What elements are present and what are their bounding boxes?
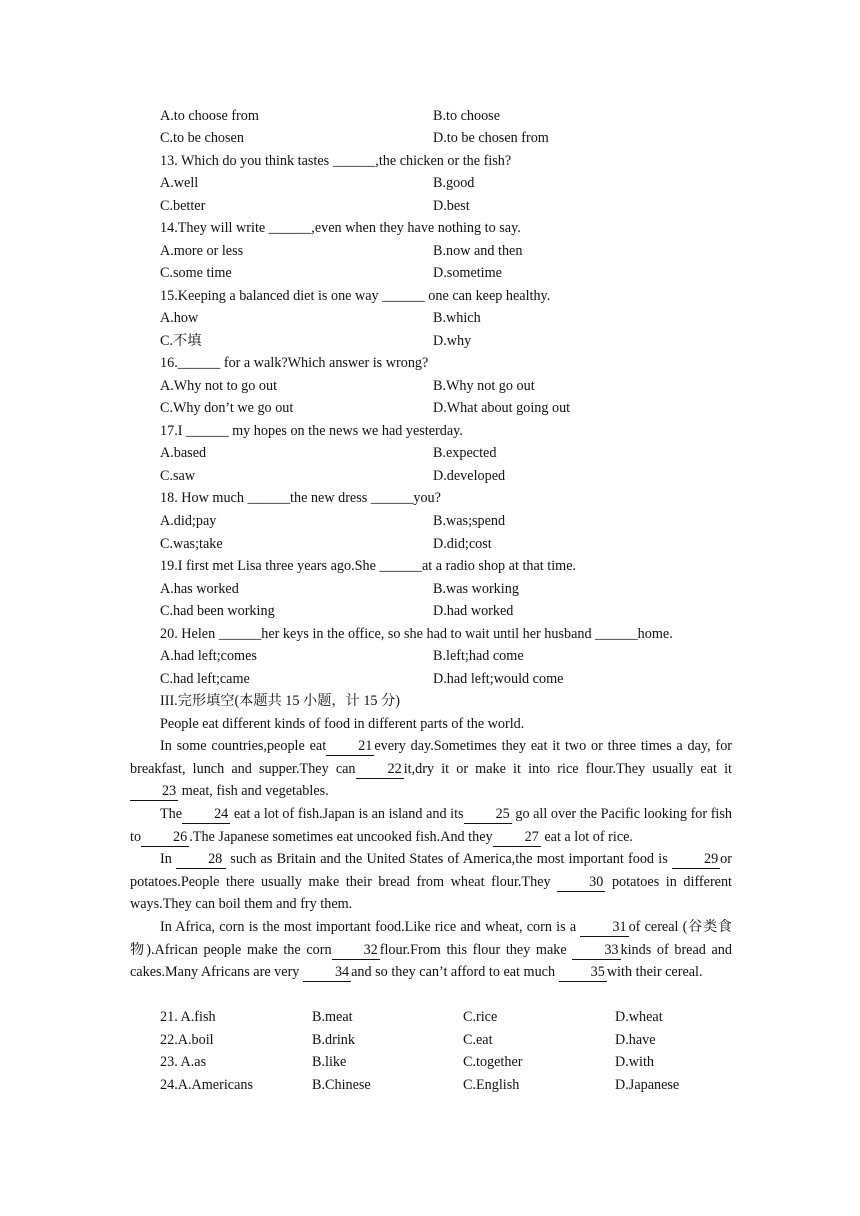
options-row	[0, 601, 860, 621]
cloze-option-c: C.eat	[463, 1032, 493, 1048]
blank-22: 22	[356, 761, 404, 779]
blank-21: 21	[326, 738, 374, 756]
blank-31: 31	[580, 919, 628, 937]
option-c: C.saw	[160, 468, 196, 484]
cloze-option-b: B.meat	[312, 1009, 353, 1025]
cloze-options-row	[0, 1052, 860, 1072]
blank-33: 33	[572, 942, 620, 960]
option-c: C.was;take	[160, 536, 223, 552]
option-d: D.best	[433, 198, 470, 214]
cloze-options-row	[0, 1007, 860, 1027]
question-stem: 19.I first met Lisa three years ago.She ______at a radio shop at that time.	[160, 558, 577, 574]
blank-27: 27	[493, 829, 541, 847]
option-d: D.why	[433, 333, 472, 349]
option-b: B.which	[433, 310, 481, 326]
cloze-option-b: B.like	[312, 1054, 347, 1070]
blank-26: 26	[141, 829, 189, 847]
option-b: B.Why not go out	[433, 378, 535, 394]
blank-34: 34	[303, 964, 351, 982]
cloze-option-a: 21. A.fish	[160, 1009, 216, 1025]
options-row	[0, 196, 860, 216]
option-c: C.better	[160, 198, 206, 214]
options-row	[0, 534, 860, 554]
options-row	[0, 263, 860, 283]
question-stem: 13. Which do you think tastes ______,the chicken or the fish?	[160, 153, 512, 169]
blank-30: 30	[557, 874, 605, 892]
options-row	[0, 669, 860, 689]
options-row	[0, 579, 860, 599]
option-b: B.was;spend	[433, 513, 506, 529]
blank-23: 23	[130, 783, 178, 801]
option-a: A.has worked	[160, 581, 239, 597]
blank-32: 32	[332, 942, 380, 960]
q12-option-b: B.to choose	[433, 108, 500, 124]
option-a: A.had left;comes	[160, 648, 257, 664]
option-a: A.well	[160, 175, 199, 191]
option-c: C.不填	[160, 333, 202, 349]
option-c: C.had been working	[160, 603, 275, 619]
options-row	[0, 511, 860, 531]
options-row	[0, 241, 860, 261]
option-b: B.left;had come	[433, 648, 524, 664]
blank-28: 28	[176, 851, 226, 869]
options-row	[0, 376, 860, 396]
blank-29: 29	[672, 851, 720, 869]
question-stem: 18. How much ______the new dress ______you?	[160, 490, 441, 506]
options-row	[0, 646, 860, 666]
passage-paragraph-2: In some countries,people eat 21 every day.Sometimes they eat it two or three times a day, for breakfast, lunch and supper.They can 22 it,dry it or make it into rice flour.They usually eat it 23 meat, fish and vegetables.	[130, 738, 733, 799]
question-stem: 15.Keeping a balanced diet is one way ______ one can keep healthy.	[160, 288, 551, 304]
cloze-option-d: D.with	[615, 1054, 655, 1070]
option-b: B.expected	[433, 445, 497, 461]
cloze-option-b: B.Chinese	[312, 1077, 371, 1093]
option-a: A.more or less	[160, 243, 244, 259]
option-a: A.did;pay	[160, 513, 217, 529]
question-stem: 17.I ______ my hopes on the news we had yesterday.	[160, 423, 463, 439]
option-d: D.did;cost	[433, 536, 492, 552]
options-row	[0, 466, 860, 486]
cloze-option-c: C.English	[463, 1077, 520, 1093]
option-d: D.developed	[433, 468, 506, 484]
passage-intro: People eat different kinds of food in different parts of the world.	[160, 716, 525, 732]
option-d: D.sometime	[433, 265, 502, 281]
option-a: A.Why not to go out	[160, 378, 278, 394]
cloze-option-a: 22.A.boil	[160, 1032, 214, 1048]
option-c: C.some time	[160, 265, 232, 281]
cloze-option-b: B.drink	[312, 1032, 355, 1048]
options-row	[0, 173, 860, 193]
q12-options-row-2	[0, 128, 860, 148]
options-row	[0, 308, 860, 328]
option-b: B.good	[433, 175, 475, 191]
option-c: C.Why don’t we go out	[160, 400, 294, 416]
section-heading: III.完形填空(本题共 15 小题，计 15 分)	[160, 693, 400, 709]
cloze-options-row	[0, 1030, 860, 1050]
cloze-option-a: 23. A.as	[160, 1054, 207, 1070]
option-d: D.had left;would come	[433, 671, 564, 687]
blank-24: 24	[182, 806, 230, 824]
q12-option-a: A.to choose from	[160, 108, 259, 124]
passage-paragraph-4: In 28 such as Britain and the United States of America,the most important food is 29 or potatoes.People there usually make their bread from wheat flour.They 30 potatoes in different ways.They can boil them and fry them.	[130, 851, 732, 912]
option-b: B.now and then	[433, 243, 523, 259]
question-stem: 14.They will write ______,even when they have nothing to say.	[160, 220, 521, 236]
options-row	[0, 331, 860, 351]
options-row	[0, 398, 860, 418]
option-a: A.how	[160, 310, 199, 326]
question-stem: 16.______ for a walk?Which answer is wrong?	[160, 355, 429, 371]
blank-25: 25	[464, 806, 512, 824]
cloze-option-c: C.together	[463, 1054, 523, 1070]
option-c: C.had left;came	[160, 671, 250, 687]
options-row	[0, 443, 860, 463]
blank-35: 35	[559, 964, 607, 982]
passage-paragraph-5: In Africa, corn is the most important food.Like rice and wheat, corn is a 31 of cereal (谷类食物).African people make the corn 32 flour.From this flour they make 33 kinds of bread and cakes.Many Africans are very 34 and so they can’t afford to eat much 35 with their cereal.	[130, 919, 732, 980]
cloze-options-row	[0, 1075, 860, 1095]
q12-option-d: D.to be chosen from	[433, 130, 549, 146]
option-d: D.had worked	[433, 603, 514, 619]
cloze-option-c: C.rice	[463, 1009, 498, 1025]
cloze-option-d: D.wheat	[615, 1009, 663, 1025]
q12-option-c: C.to be chosen	[160, 130, 244, 146]
cloze-option-d: D.have	[615, 1032, 656, 1048]
cloze-option-d: D.Japanese	[615, 1077, 680, 1093]
cloze-option-a: 24.A.Americans	[160, 1077, 253, 1093]
passage-paragraph-3: The 24 eat a lot of fish.Japan is an island and its 25 go all over the Pacific looking for fish to 26 .The Japanese sometimes eat uncooked fish.And they 27 eat a lot of rice.	[130, 806, 732, 845]
question-stem: 20. Helen ______her keys in the office, so she had to wait until her husband ______home.	[160, 626, 673, 642]
option-b: B.was working	[433, 581, 519, 597]
option-a: A.based	[160, 445, 207, 461]
option-d: D.What about going out	[433, 400, 571, 416]
q12-options-row-1	[0, 106, 860, 126]
